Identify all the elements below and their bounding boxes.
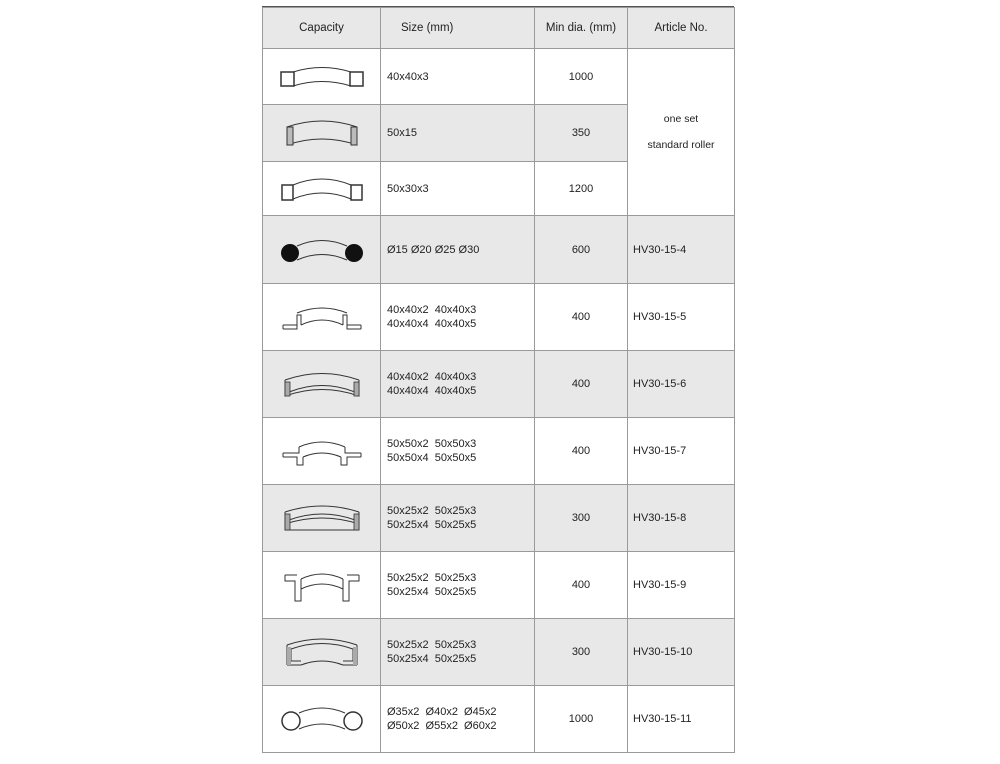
article-cell: HV30-15-11 bbox=[628, 686, 735, 753]
spec-sheet bbox=[262, 0, 734, 764]
size-cell bbox=[381, 105, 535, 162]
table-row bbox=[263, 418, 735, 485]
size-cell bbox=[381, 686, 535, 753]
header-min-dia: Min dia. (mm) bbox=[535, 8, 628, 49]
standard-set-line1: one set bbox=[663, 113, 699, 125]
table-row bbox=[263, 216, 735, 284]
min-dia-cell: 400 bbox=[535, 284, 628, 351]
size-cell bbox=[381, 284, 535, 351]
size-text: 40x40x2 40x40x3 bbox=[387, 304, 477, 316]
capacity-cell bbox=[263, 619, 381, 686]
tee-profile-icon bbox=[277, 435, 367, 469]
table-row bbox=[263, 485, 735, 552]
angle-in-profile-icon bbox=[277, 368, 367, 402]
capacity-cell bbox=[263, 485, 381, 552]
capacity-cell bbox=[263, 216, 381, 284]
size-text: 50x25x2 50x25x3 bbox=[387, 505, 477, 517]
size-text: Ø15 Ø20 Ø25 Ø30 bbox=[387, 243, 480, 256]
min-dia-cell: 1000 bbox=[535, 49, 628, 105]
min-dia-cell: 400 bbox=[535, 418, 628, 485]
size-text: 50x25x2 50x25x3 bbox=[387, 572, 477, 584]
table-row bbox=[263, 552, 735, 619]
size-text: 50x25x4 50x25x5 bbox=[387, 586, 477, 598]
article-cell: HV30-15-9 bbox=[628, 552, 735, 619]
min-dia-cell: 300 bbox=[535, 485, 628, 552]
round-tube-profile-icon bbox=[277, 703, 367, 737]
size-text: 40x40x4 40x40x5 bbox=[387, 318, 477, 330]
angle-out-profile-icon bbox=[277, 301, 367, 335]
channel-in-profile-icon bbox=[277, 502, 367, 536]
header-row bbox=[263, 8, 735, 49]
size-cell bbox=[381, 619, 535, 686]
article-cell: HV30-15-6 bbox=[628, 351, 735, 418]
size-cell bbox=[381, 49, 535, 105]
header-capacity: Capacity bbox=[263, 8, 381, 49]
min-dia-cell: 1000 bbox=[535, 686, 628, 753]
capacity-cell bbox=[263, 284, 381, 351]
capacity-cell bbox=[263, 686, 381, 753]
article-cell: HV30-15-4 bbox=[628, 216, 735, 284]
size-text: 50x25x2 50x25x3 bbox=[387, 639, 477, 651]
min-dia-cell: 600 bbox=[535, 216, 628, 284]
standard-set-line2: standard roller bbox=[647, 139, 715, 151]
channel-out-profile-icon bbox=[277, 567, 367, 605]
min-dia-cell: 350 bbox=[535, 105, 628, 162]
size-text: 40x40x2 40x40x3 bbox=[387, 371, 477, 383]
round-bar-profile-icon bbox=[277, 233, 367, 269]
capacity-cell bbox=[263, 105, 381, 162]
table-row bbox=[263, 49, 735, 105]
size-text: 50x30x3 bbox=[387, 182, 429, 195]
article-cell: HV30-15-10 bbox=[628, 619, 735, 686]
table-row bbox=[263, 619, 735, 686]
size-text: 50x15 bbox=[387, 127, 417, 139]
capacity-cell bbox=[263, 418, 381, 485]
min-dia-cell: 1200 bbox=[535, 162, 628, 216]
capacity-cell bbox=[263, 162, 381, 216]
min-dia-cell: 400 bbox=[535, 351, 628, 418]
size-cell bbox=[381, 552, 535, 619]
article-cell: HV30-15-7 bbox=[628, 418, 735, 485]
size-cell bbox=[381, 351, 535, 418]
size-text: 50x50x2 50x50x3 bbox=[387, 438, 477, 450]
flat-bar-profile-icon bbox=[277, 117, 367, 151]
size-cell bbox=[381, 162, 535, 216]
size-cell bbox=[381, 485, 535, 552]
table-row bbox=[263, 284, 735, 351]
channel-flat-profile-icon bbox=[277, 635, 367, 671]
square-tube-profile-icon bbox=[277, 61, 367, 95]
header-size: Size (mm) bbox=[381, 8, 535, 49]
article-cell: HV30-15-8 bbox=[628, 485, 735, 552]
size-text: 40x40x3 bbox=[387, 70, 429, 83]
size-text: 40x40x4 40x40x5 bbox=[387, 385, 477, 397]
size-text: Ø35x2 Ø40x2 Ø45x2 bbox=[387, 706, 497, 718]
min-dia-cell: 300 bbox=[535, 619, 628, 686]
header-article: Article No. bbox=[628, 8, 735, 49]
article-cell: HV30-15-5 bbox=[628, 284, 735, 351]
min-dia-cell: 400 bbox=[535, 552, 628, 619]
capacity-cell bbox=[263, 351, 381, 418]
size-text: 50x50x4 50x50x5 bbox=[387, 452, 477, 464]
capacity-cell bbox=[263, 552, 381, 619]
roller-capacity-table bbox=[262, 7, 735, 753]
rect-tube-profile-icon bbox=[277, 173, 367, 207]
size-text: 50x25x4 50x25x5 bbox=[387, 519, 477, 531]
standard-set-cell bbox=[628, 49, 735, 216]
size-cell bbox=[381, 418, 535, 485]
table-row bbox=[263, 351, 735, 418]
capacity-cell bbox=[263, 49, 381, 105]
table-row bbox=[263, 686, 735, 753]
size-text: 50x25x4 50x25x5 bbox=[387, 653, 477, 665]
size-text: Ø50x2 Ø55x2 Ø60x2 bbox=[387, 720, 497, 732]
size-cell bbox=[381, 216, 535, 284]
